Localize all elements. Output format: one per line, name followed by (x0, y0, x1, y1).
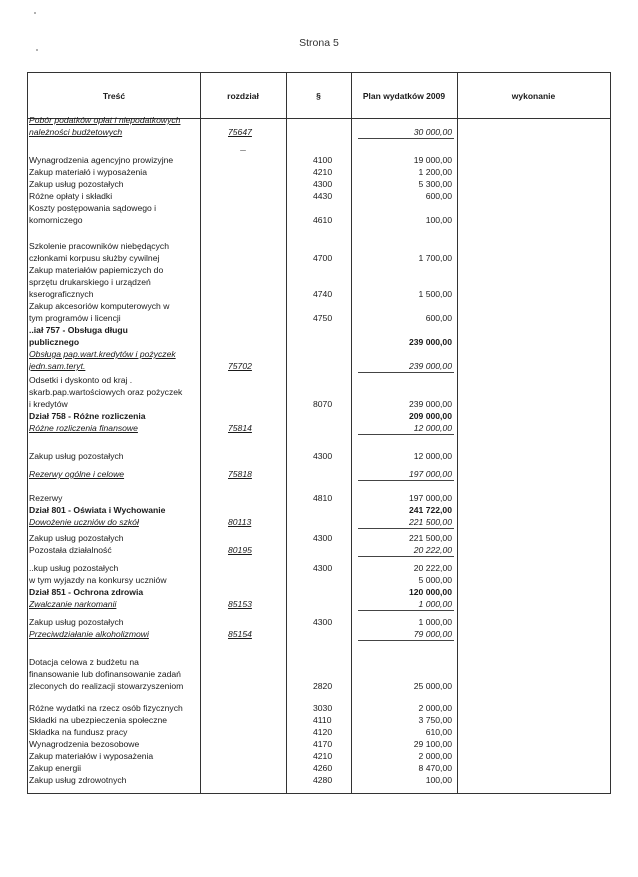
table-row (28, 668, 610, 680)
table-row (28, 468, 610, 480)
row-description: Różne opłaty i składki (29, 191, 113, 201)
row-rozdzial: 75702 (228, 361, 252, 371)
table-row (28, 398, 610, 410)
row-paragraf: 2820 (313, 681, 333, 691)
row-paragraf: 4170 (313, 739, 333, 749)
table-row (28, 288, 610, 300)
header-plan: Plan wydatków 2009 (362, 91, 446, 101)
header-rozdzial: rozdział (227, 91, 259, 101)
row-plan: 221 500,00 (408, 517, 452, 527)
table-row (28, 214, 610, 226)
row-description: finansowanie lub dofinansowanie zadań (29, 669, 181, 679)
row-description: Składka na fundusz pracy (29, 727, 128, 737)
row-description: Zwalczanie narkomanii (29, 599, 117, 609)
row-description: sprzętu drukarskiego i urządzeń (29, 277, 151, 287)
row-paragraf: 4110 (313, 715, 332, 725)
table-row (28, 774, 610, 786)
row-paragraf: 4610 (313, 215, 333, 225)
table-row (28, 562, 610, 574)
row-description: ..iał 757 - Obsługa długu (29, 325, 128, 335)
header-tresc: Treść (102, 91, 126, 101)
row-plan: 79 000,00 (413, 629, 452, 639)
row-plan: 5 000,00 (418, 575, 452, 585)
row-paragraf: 4740 (313, 289, 333, 299)
row-description: Różne rozliczenia finansowe (29, 423, 138, 433)
row-plan: 2 000,00 (418, 703, 452, 713)
table-row (28, 726, 610, 738)
row-paragraf: 4300 (313, 533, 333, 543)
table-row (28, 202, 610, 214)
table-row (28, 276, 610, 288)
row-rozdzial: 75814 (228, 423, 252, 433)
row-paragraf: 4100 (313, 155, 333, 165)
row-plan: 239 000,00 (408, 337, 452, 347)
row-description: Pozostała działalność (29, 545, 112, 555)
row-plan: 100,00 (425, 215, 452, 225)
row-plan: 100,00 (425, 775, 452, 785)
row-description: Zakup energii (29, 763, 82, 773)
row-description: tym programów i licencji (29, 313, 121, 323)
row-description: Obsługa pap.wart.kredytów i pożyczek (29, 349, 176, 359)
row-plan: 239 000,00 (408, 399, 452, 409)
row-description: Różne wydatki na rzecz osób fizycznych (29, 703, 183, 713)
row-description: Zakup materiałów i wyposażenia (29, 751, 154, 761)
row-rozdzial: 80113 (228, 517, 252, 527)
table-row (28, 702, 610, 714)
row-paragraf: 4300 (313, 563, 333, 573)
row-plan: 610,00 (425, 727, 452, 737)
row-plan: 221 500,00 (408, 533, 452, 543)
row-description: Dowożenie uczniów do szkół (29, 517, 139, 527)
table-row (28, 410, 610, 422)
row-paragraf: 4300 (313, 617, 333, 627)
row-plan: 1 000,00 (418, 599, 452, 609)
row-plan: 197 000,00 (408, 469, 452, 479)
row-plan: 209 000,00 (408, 411, 452, 421)
scan-speck (36, 49, 38, 51)
table-row (28, 126, 610, 138)
row-rozdzial: 85153 (228, 599, 252, 609)
row-description: Zakup usług pozostałych (29, 617, 124, 627)
row-paragraf: 4260 (313, 763, 333, 773)
row-description: Szkolenie pracowników niebędących (29, 241, 169, 251)
row-rozdzial: 85154 (228, 629, 252, 639)
table-row (28, 450, 610, 462)
row-description: skarb.pap.wartościowych oraz pożyczek (29, 387, 183, 397)
table-row (28, 264, 610, 276)
table-row (28, 166, 610, 178)
table-row (28, 252, 610, 264)
row-description: Składki na ubezpieczenia społeczne (29, 715, 168, 725)
row-plan: 1 700,00 (418, 253, 452, 263)
row-description: Odsetki i dyskonto od kraj . (29, 375, 133, 385)
row-description: członkami korpusu służby cywilnej (29, 253, 160, 263)
row-plan: 8 470,00 (418, 763, 452, 773)
row-plan: 25 000,00 (413, 681, 452, 691)
total-underline (358, 640, 454, 641)
table-row (28, 680, 610, 692)
row-description: Zakup akcesoriów komputerowych w (29, 301, 170, 311)
header-paragraf: § (316, 91, 321, 101)
table-row (28, 516, 610, 528)
total-underline (358, 138, 454, 139)
row-paragraf: 4810 (313, 493, 333, 503)
table-row (28, 374, 610, 386)
row-plan: 1 000,00 (418, 617, 452, 627)
table-row (28, 324, 610, 336)
table-row (28, 656, 610, 668)
row-paragraf: 4300 (313, 451, 333, 461)
row-description: Koszty postępowania sądowego i (29, 203, 157, 213)
row-plan: 5 300,00 (418, 179, 452, 189)
row-rozdzial: 80195 (228, 545, 252, 555)
row-description: w tym wyjazdy na konkursy uczniów (29, 575, 167, 585)
row-plan: 197 000,00 (408, 493, 452, 503)
table-row (28, 544, 610, 556)
row-description: Dział 851 - Ochrona zdrowia (29, 587, 144, 597)
total-underline (358, 556, 454, 557)
row-plan: 241 722,00 (408, 505, 452, 515)
row-description: ..kup usług pozostałych (29, 563, 119, 573)
row-description: Wynagrodzenia agencyjno prowizyjne (29, 155, 174, 165)
table-row (28, 532, 610, 544)
table-row (28, 300, 610, 312)
table-row (28, 348, 610, 360)
row-description: Zakup usług pozostałych (29, 533, 124, 543)
row-description: Wynagrodzenia bezosobowe (29, 739, 140, 749)
row-plan: 12 000,00 (413, 423, 452, 433)
row-description: Rezerwy (29, 493, 63, 503)
row-plan: 1 500,00 (418, 289, 452, 299)
row-paragraf: 4430 (313, 191, 333, 201)
row-description: Zakup usług zdrowotnych (29, 775, 127, 785)
row-plan: 2 000,00 (418, 751, 452, 761)
table-row (28, 492, 610, 504)
row-paragraf: 3030 (313, 703, 333, 713)
table-row (28, 240, 610, 252)
table-row (28, 154, 610, 166)
row-description: Pobór podatków opłat i niepodatkowych (29, 115, 181, 125)
row-description: Zakup materiałó i wyposażenia (29, 167, 147, 177)
scan-speck (34, 12, 36, 14)
row-plan: 19 000,00 (413, 155, 452, 165)
row-description: i kredytów (29, 399, 68, 409)
row-plan: 20 222,00 (413, 563, 452, 573)
total-underline (358, 610, 454, 611)
table-row (28, 628, 610, 640)
table-row (28, 422, 610, 434)
table-row (28, 738, 610, 750)
table-row (28, 762, 610, 774)
row-plan: 30 000,00 (413, 127, 452, 137)
row-plan: 12 000,00 (413, 451, 452, 461)
table-row (28, 598, 610, 610)
total-underline (358, 528, 454, 529)
row-rozdzial: 75818 (228, 469, 252, 479)
total-underline (358, 480, 454, 481)
row-paragraf: 4280 (313, 775, 333, 785)
row-paragraf: 4300 (313, 179, 333, 189)
row-description: zleconych do realizacji stowarzyszeniom (29, 681, 184, 691)
row-description: Rezerwy ogólne i celowe (29, 469, 125, 479)
row-plan: 1 200,00 (418, 167, 452, 177)
table-row (28, 190, 610, 202)
table-row (28, 114, 610, 126)
row-paragraf: 4120 (313, 727, 333, 737)
total-underline (358, 372, 454, 373)
row-description: Przeciwdziałanie alkoholizmowi (29, 629, 149, 639)
row-description: Dotacja celowa z budżetu na (29, 657, 139, 667)
row-description: Zakup materiałów papiemiczych do (29, 265, 164, 275)
row-description: publicznego (29, 337, 80, 347)
row-plan: 29 100,00 (413, 739, 452, 749)
budget-table (27, 72, 611, 794)
total-underline (358, 434, 454, 435)
row-rozdzial: 75647 (228, 127, 252, 137)
row-description: należności budżetowych (29, 127, 123, 137)
row-paragraf: 4700 (313, 253, 333, 263)
table-row (28, 616, 610, 628)
row-description: Zakup usług pozostałych (29, 179, 124, 189)
row-plan: 120 000,00 (408, 587, 452, 597)
row-paragraf: 4210 (313, 751, 333, 761)
row-description: Dział 801 - Oświata i Wychowanie (29, 505, 166, 515)
table-row (28, 504, 610, 516)
row-plan: 600,00 (425, 313, 452, 323)
header-wykonanie: wykonanie (511, 91, 556, 101)
table-row (28, 312, 610, 324)
table-row (28, 336, 610, 348)
row-plan: 600,00 (425, 191, 452, 201)
row-description: kserograficznych (29, 289, 94, 299)
row-description: jedn.sam.teryt. (29, 361, 86, 371)
table-row (28, 714, 610, 726)
table-row (28, 386, 610, 398)
row-plan: 20 222,00 (413, 545, 452, 555)
table-row (28, 586, 610, 598)
page-number: Strona 5 (299, 37, 339, 49)
row-plan: 239 000,00 (408, 361, 452, 371)
row-paragraf: 8070 (313, 399, 333, 409)
table-row (28, 178, 610, 190)
table-row (28, 750, 610, 762)
row-paragraf: 4750 (313, 313, 333, 323)
row-description: Zakup usług pozostałych (29, 451, 124, 461)
table-row (28, 574, 610, 586)
row-plan: 3 750,00 (418, 715, 452, 725)
row-description: komorniczego (29, 215, 83, 225)
table-row (28, 360, 610, 372)
row-paragraf: 4210 (313, 167, 333, 177)
row-description: Dział 758 - Różne rozliczenia (29, 411, 146, 421)
